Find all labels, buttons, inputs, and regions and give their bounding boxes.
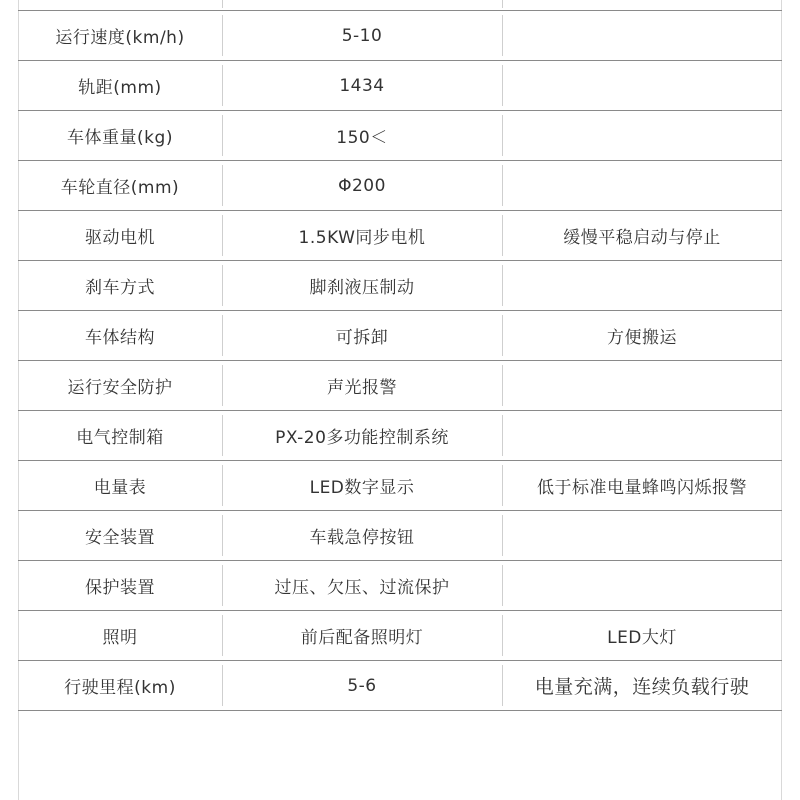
spec-name: 车轮直径(mm) xyxy=(60,178,180,198)
table-row xyxy=(18,361,782,411)
spec-value: 1.5KW同步电机 xyxy=(298,228,426,248)
spec-name: 轨距(mm) xyxy=(78,78,162,98)
table-row xyxy=(18,611,782,661)
spec-note: 低于标准电量蜂鸣闪烁报警 xyxy=(537,478,747,498)
table-row xyxy=(18,411,782,461)
spec-table xyxy=(18,0,782,711)
spec-note xyxy=(502,161,782,210)
spec-value: 过压、欠压、过流保护 xyxy=(274,578,450,598)
spec-value: 150＜ xyxy=(336,128,388,148)
table-row xyxy=(18,61,782,111)
spec-name: 安全装置 xyxy=(85,528,155,548)
table-row xyxy=(18,261,782,311)
table-row xyxy=(18,161,782,211)
spec-note: 缓慢平稳启动与停止 xyxy=(563,228,721,248)
table-row xyxy=(18,511,782,561)
table-row xyxy=(18,561,782,611)
spec-note xyxy=(502,511,782,560)
spec-value: 1434 xyxy=(339,75,385,96)
spec-name: 刹车方式 xyxy=(85,278,155,298)
spec-note: LED大灯 xyxy=(607,628,677,648)
spec-value: 5-6 xyxy=(347,675,377,696)
table-row xyxy=(18,311,782,361)
spec-value: 可拆卸 xyxy=(335,328,389,348)
table-row xyxy=(18,11,782,61)
spec-value: PX-20多功能控制系统 xyxy=(275,428,449,448)
table-row xyxy=(18,211,782,261)
spec-note xyxy=(502,411,782,460)
spec-value: 声光报警 xyxy=(327,378,397,398)
spec-name: 电气控制箱 xyxy=(76,428,164,448)
table-row xyxy=(18,661,782,711)
table-row xyxy=(18,111,782,161)
spec-name: 照明 xyxy=(102,628,138,648)
column-divider xyxy=(502,0,503,8)
spec-note xyxy=(502,261,782,310)
table-row xyxy=(18,461,782,511)
column-divider xyxy=(222,0,223,8)
spec-note xyxy=(502,61,782,110)
spec-name: 运行安全防护 xyxy=(67,378,173,398)
spec-note xyxy=(502,561,782,610)
spec-value: 车载急停按钮 xyxy=(309,528,415,548)
spec-value: 前后配备照明灯 xyxy=(300,628,424,648)
spec-name: 驱动电机 xyxy=(85,228,155,248)
spec-note: 方便搬运 xyxy=(607,328,677,348)
table-top-edge xyxy=(18,0,782,11)
spec-name: 电量表 xyxy=(93,478,147,498)
spec-value: 5-10 xyxy=(341,25,383,46)
spec-note: 电量充满，连续负载行驶 xyxy=(534,676,750,698)
spec-value: LED数字显示 xyxy=(309,478,415,498)
spec-note xyxy=(502,11,782,60)
spec-name: 保护装置 xyxy=(85,578,155,598)
spec-note xyxy=(502,111,782,160)
spec-name: 车体重量(kg) xyxy=(67,128,173,148)
spec-name: 运行速度(km/h) xyxy=(55,28,185,48)
spec-value: Φ200 xyxy=(338,175,386,196)
spec-note xyxy=(502,361,782,410)
spec-name: 行驶里程(km) xyxy=(64,678,176,698)
spec-value: 脚刹液压制动 xyxy=(309,278,415,298)
spec-name: 车体结构 xyxy=(85,328,155,348)
